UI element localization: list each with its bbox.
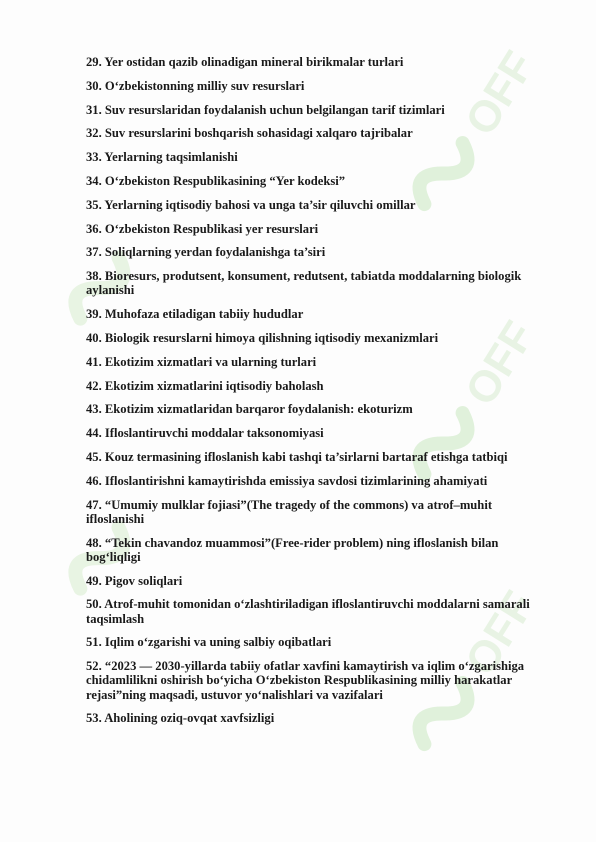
list-item: 50. Atrof-muhit tomonidan o‘zlashtiriladigan ifloslantiruvchi moddalarni samarali taqsimlash xyxy=(86,597,530,626)
list-item: 32. Suv resurslarini boshqarish sohasidagi xalqaro tajribalar xyxy=(86,126,413,141)
list-item: 30. O‘zbekistonning milliy suv resurslari xyxy=(86,78,305,93)
list-item: 43. Ekotizim xizmatlaridan barqaror foydalanish: ekoturizm xyxy=(86,402,413,417)
list-item: 36. O‘zbekiston Respublikasi yer resurslari xyxy=(86,221,319,236)
list-item: 31. Suv resurslaridan foydalanish uchun belgilangan tarif tizimlari xyxy=(86,102,445,117)
list-item: 35. Yerlarning iqtisodiy bahosi va unga ta’sir qiluvchi omillar xyxy=(86,197,416,212)
list-item: 44. Ifloslantiruvchi moddalar taksonomiyasi xyxy=(86,426,324,441)
list-item: 49. Pigov soliqlari xyxy=(86,573,183,588)
list-item: 46. Ifloslantirishni kamaytirishda emissiya savdosi tizimlarining ahamiyati xyxy=(86,473,488,488)
list-item: 39. Muhofaza etiladigan tabiiy hududlar xyxy=(86,307,304,322)
list-item: 48. “Tekin chavandoz muammosi”(Free-rider problem) ning ifloslanish bilan bog‘liqligi xyxy=(86,535,499,564)
watermark-text: OFF xyxy=(456,43,545,144)
list-item: 41. Ekotizim xizmatlari va ularning turlari xyxy=(86,354,317,369)
list-item: 47. “Umumiy mulklar fojiasi”(The tragedy of the commons) va atrof–muhit ifloslanishi xyxy=(86,497,493,526)
list-item: 45. Kouz termasining ifloslanish kabi tashqi ta’sirlarni bartaraf etishga tatbiqi xyxy=(86,449,508,464)
watermark-text: OFF xyxy=(456,583,545,684)
list-item: 33. Yerlarning taqsimlanishi xyxy=(86,150,238,165)
list-item: 52. “2023 — 2030-yillarda tabiiy ofatlar xavfini kamaytirish va iqlim o‘zgarishiga chidamlilikni oshirish bo‘yicha O‘zbekiston Respublikasining milliy harakatlar rejasi”ning maqsadi, ustuvor yo‘nalishlari va vazifalari xyxy=(86,659,525,702)
list-item: 34. O‘zbekiston Respublikasining “Yer kodeksi” xyxy=(86,173,346,188)
list-item: 42. Ekotizim xizmatlarini iqtisodiy baholash xyxy=(86,378,324,393)
watermark-text: OFF xyxy=(456,313,545,414)
list-item: 53. Aholining oziq-ovqat xavfsizligi xyxy=(86,711,275,726)
list-item: 40. Biologik resurslarni himoya qilishning iqtisodiy mexanizmlari xyxy=(86,330,439,345)
topic-list xyxy=(86,55,548,735)
list-item: 29. Yer ostidan qazib olinadigan mineral birikmalar turlari xyxy=(86,55,404,69)
list-item: 37. Soliqlarning yerdan foydalanishga ta’siri xyxy=(86,245,326,260)
list-item: 51. Iqlim o‘zgarishi va uning salbiy oqibatlari xyxy=(86,635,332,650)
list-item: 38. Bioresurs, produtsent, konsument, redutsent, tabiatda moddalarning biologik aylanishi xyxy=(86,269,522,298)
